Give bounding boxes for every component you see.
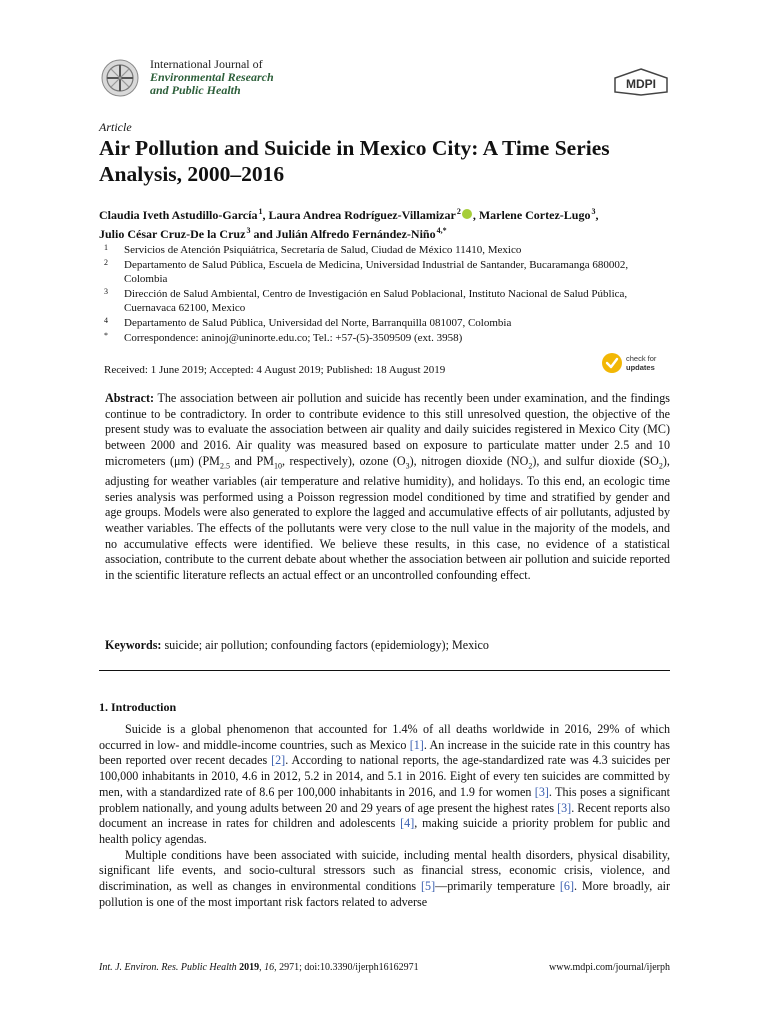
check-updates-line2: updates — [626, 363, 655, 372]
author-name[interactable]: Laura Andrea Rodríguez-Villamizar — [268, 208, 456, 222]
abstract-subscript: 2 — [528, 461, 533, 471]
footer-citation: Int. J. Environ. Res. Public Health 2019, 16, 2971; doi:10.3390/ijerph16162971 — [99, 962, 419, 973]
check-updates-label — [626, 354, 656, 372]
paragraph-text: . According to national reports, the age-standardized rate was 4.3 suicides per 100,000 inhabitants in 2010, 4.6 in 2012, 5.2 in 2014, and 5.1 in 2016. Eight of every ten suicides are committed by men, with a standardized rate of 8.6 per 100,000 inhabitants in 2016, and 1.9 for women — [99, 753, 670, 799]
correspondence-item — [104, 331, 674, 346]
keywords-text: suicide; air pollution; confounding factors (epidemiology); Mexico — [161, 638, 489, 652]
correspondence-text[interactable]: Correspondence: aninoj@uninorte.edu.co; Tel.: +57-(5)-3509509 (ext. 3958) — [124, 331, 463, 344]
abstract-text: , respectively), ozone (O — [281, 453, 406, 468]
author-separator: , — [472, 208, 479, 222]
footer-journal-url[interactable]: www.mdpi.com/journal/ijerph — [549, 962, 670, 973]
author-affil-sup: 3 — [246, 226, 251, 235]
author-affil-sup: 4,* — [436, 226, 447, 235]
abstract-text: ), and sulfur dioxide (SO — [532, 453, 659, 468]
journal-name-line1: International Journal of — [150, 57, 263, 71]
author-name[interactable]: Claudia Iveth Astudillo-García — [99, 208, 258, 222]
paragraph-text: . This poses a significant problem nationally, and young adults between 20 and 29 years of age present the highest rates — [99, 784, 670, 815]
author-name[interactable]: Julián Alfredo Fernández-Niño — [275, 227, 436, 241]
author-separator: , — [262, 208, 269, 222]
affiliation-number: 2 — [104, 257, 108, 267]
affiliation-text: Servicios de Atención Psiquiátrica, Secretaría de Salud, Ciudad de México 11410, Mexico — [124, 244, 522, 256]
affiliation-number: 3 — [104, 286, 108, 296]
abstract-subscript: 2 — [658, 461, 663, 471]
keywords — [105, 638, 670, 653]
paragraph-text: . More broadly, air pollution is one of the most important risk factors related to adverse — [99, 879, 670, 909]
author-name[interactable]: Marlene Cortez-Lugo — [478, 208, 591, 222]
abstract-text: and PM — [229, 453, 274, 468]
abstract-text: ), adjusting for weather variables (air temperature and relative humidity), and holidays. To this end, an ecologic time series analysis was performed using a Poisson regression model conditioned by time and stratified by gender and age groups. Models were also generated to explore the lagged and accumulative effects of air pollutants, adjusted by weather variables. The effects of the pollutants were very close to the null value in the majority of the models, and no accumulative effects were identified. We believe these results, in this case, no evidence of a statistical association, contribute to the current debate about whether the association between air pollution and suicide reported in the scientific literature reflects an actual effect or an uncontrolled confounding effect. — [105, 453, 670, 583]
author-name[interactable]: Julio César Cruz-De la Cruz — [99, 227, 246, 241]
author-affil-sup: 2 — [456, 207, 461, 216]
footer-journal: Int. J. Environ. Res. Public Health — [99, 962, 237, 973]
citation-link[interactable]: [3] — [557, 800, 572, 815]
section-divider — [99, 670, 670, 671]
abstract — [105, 391, 670, 584]
author-affil-sup: 1 — [258, 207, 263, 216]
citation-link[interactable]: [2] — [271, 753, 286, 768]
citation-link[interactable]: [4] — [400, 816, 415, 831]
author-affil-sup: 3 — [591, 207, 596, 216]
abstract-subscript: 2.5 — [219, 461, 230, 471]
abstract-subscript: 3 — [405, 461, 410, 471]
abstract-text: ), nitrogen dioxide (NO — [409, 453, 529, 468]
mdpi-logo-icon — [612, 68, 670, 96]
journal-name — [150, 58, 274, 97]
affiliation-text: Departamento de Salud Pública, Universidad del Norte, Barranquilla 081007, Colombia — [124, 316, 512, 329]
paragraph-text: —primarily temperature — [435, 879, 560, 894]
paragraph-text: , making suicide a priority problem for public and health policy agendas. — [99, 816, 670, 846]
journal-name-line3: and Public Health — [150, 83, 241, 97]
article-title: Air Pollution and Suicide in Mexico City: A Time Series Analysis, 2000–2016 — [99, 136, 610, 186]
keywords-label: Keywords: — [105, 638, 162, 652]
author-list — [99, 204, 679, 242]
orcid-icon[interactable] — [462, 209, 472, 219]
citation-link[interactable]: [1] — [409, 737, 424, 752]
affiliation-item — [104, 243, 674, 258]
affiliation-number: 1 — [104, 243, 108, 252]
abstract-subscript: 10 — [273, 461, 282, 471]
article-type: Article — [99, 120, 132, 134]
check-for-updates-button[interactable] — [601, 352, 671, 374]
paragraph — [99, 722, 670, 848]
affiliation-item — [104, 287, 674, 316]
affiliation-text: Departamento de Salud Pública, Escuela de Medicina, Universidad Industrial de Santander, Bucaramanga 680002, Colombia — [124, 258, 629, 286]
abstract-label: Abstract: — [105, 391, 155, 405]
affiliation-number: * — [104, 330, 108, 340]
paragraph-text: Multiple conditions have been associated with suicide, including mental health disorders, physical disability, significant life events, and socio-cultural stressors such as financial stress, economic crisis, violence, and discrimination, as well as changes in environmental conditions — [99, 847, 670, 894]
author-separator: , — [595, 208, 599, 222]
citation-link[interactable]: [5] — [421, 879, 436, 894]
introduction-body — [99, 722, 670, 910]
paragraph — [99, 848, 670, 911]
paragraph-text: . An increase in the suicide rate in this country has been reported over recent decades — [99, 737, 670, 768]
footer-doi[interactable]: , 2971; doi:10.3390/ijerph16162971 — [274, 962, 419, 973]
citation-link[interactable]: [3] — [534, 784, 549, 799]
affiliation-item — [104, 316, 674, 331]
journal-name-line2: Environmental Research — [150, 70, 274, 84]
journal-logo-icon — [99, 58, 141, 98]
footer-volume: 16 — [264, 962, 275, 973]
affiliation-text: Dirección de Salud Ambiental, Centro de Investigación en Salud Poblacional, Instituto Nacional de Salud Pública, Cuernavaca 62100, Mexico — [124, 287, 628, 315]
abstract-text: The association between air pollution and suicide has recently been under examination, and the findings continue to be contradictory. In order to contribute evidence to this still unresolved question, the objective of the present study was to evaluate the association between air quality and daily suicides registered in Mexico City (MC) between 2000 and 2016. Air quality was measured based on exposure to particulate matter under 2.5 and 10 micrometers (μm) (PM — [105, 391, 670, 468]
mdpi-logo-text: MDPI — [626, 77, 656, 91]
paragraph-text: . Recent reports also document an increase in rates for children and adolescents — [99, 800, 671, 831]
publication-dates: Received: 1 June 2019; Accepted: 4 August 2019; Published: 18 August 2019 — [104, 364, 446, 376]
section-heading-introduction: 1. Introduction — [99, 700, 177, 714]
author-separator: and — [250, 227, 276, 241]
check-updates-line1: check for — [626, 354, 657, 363]
paragraph-text: Suicide is a global phenomenon that accounted for 1.4% of all deaths worldwide in 2016, 29% of which occurred in low- and middle-income countries, such as Mexico — [99, 722, 670, 752]
affiliation-list — [104, 243, 674, 345]
footer-year: 2019 — [239, 962, 260, 973]
affiliation-item — [104, 258, 674, 287]
check-updates-icon — [601, 352, 623, 374]
citation-link[interactable]: [6] — [559, 879, 574, 894]
affiliation-number: 4 — [104, 315, 108, 325]
